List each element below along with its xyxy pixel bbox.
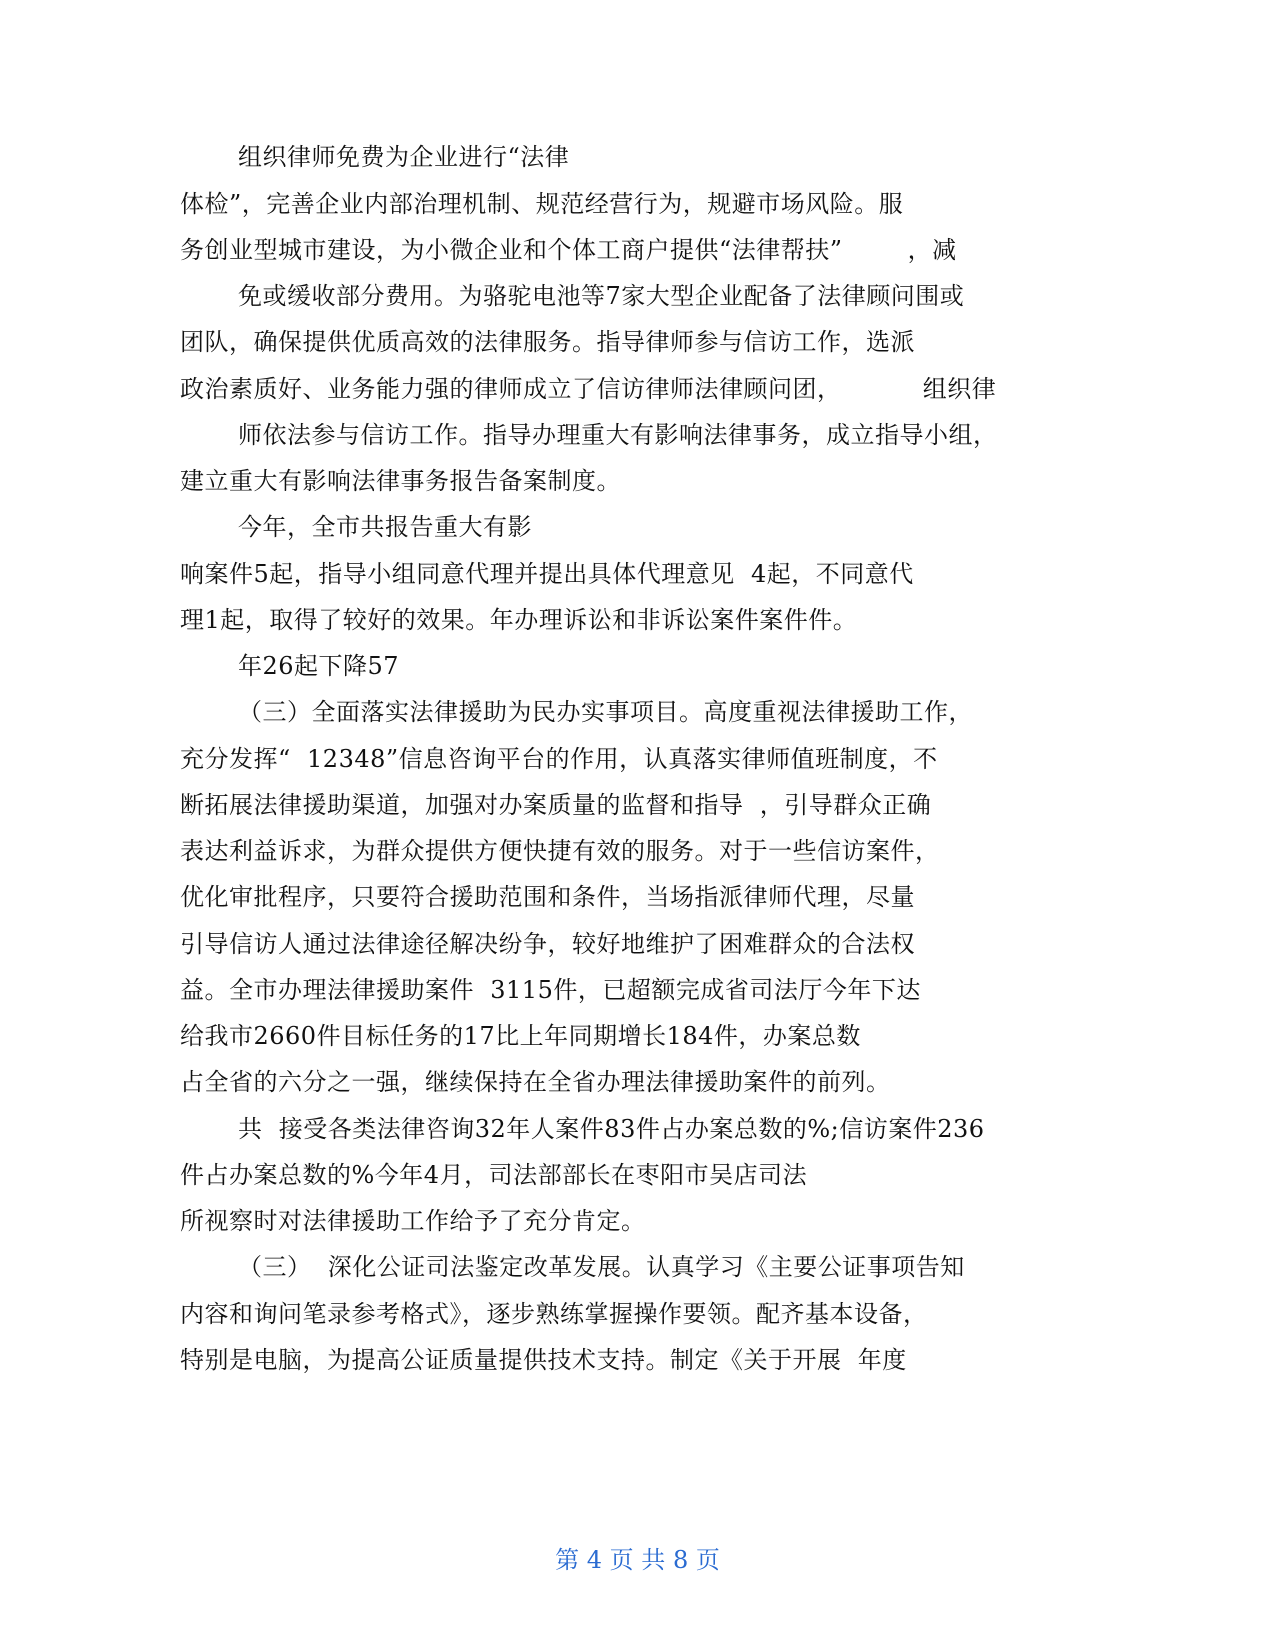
text-line: 所视察时对法律援助工作给予了充分肯定。 — [180, 1207, 646, 1235]
text-line: 师依法参与信访工作。指导办理重大有影响法律事务，成立指导小组， — [238, 421, 998, 449]
text-line: （三）全面落实法律援助为民办实事项目。高度重视法律援助工作， — [238, 698, 973, 726]
text-line: 今年，全市共报告重大有影 — [238, 513, 532, 541]
text-line: 内容和询问笔录参考格式》，逐步熟练掌握操作要领。配齐基本设备， — [180, 1300, 928, 1328]
text-line: （三） 深化公证司法鉴定改革发展。认真学习《主要公证事项告知 — [238, 1253, 965, 1281]
text-line: 响案件5起，指导小组同意代理并提出具体代理意见 4起，不同意代 — [180, 560, 914, 588]
text-line: 充分发挥“ 12348”信息咨询平台的作用，认真落实律师值班制度，不 — [180, 745, 938, 773]
text-line: 占全省的六分之一强，继续保持在全省办理法律援助案件的前列。 — [180, 1068, 891, 1096]
text-line: 益。全市办理法律援助案件 3115件，已超额完成省司法厅今年下达 — [180, 976, 921, 1004]
text-line: 件占办案总数的%今年4月，司法部部长在枣阳市吴店司法 — [180, 1161, 808, 1189]
text-line: 给我市2660件目标任务的17比上年同期增长184件，办案总数 — [180, 1022, 861, 1050]
text-line: 断拓展法律援助渠道，加强对办案质量的监督和指导 ，引导群众正确 — [180, 791, 932, 819]
text-line: 体检”，完善企业内部治理机制、规范经营行为，规避市场风险。服 — [180, 190, 904, 218]
text-line: 建立重大有影响法律事务报告备案制度。 — [180, 467, 621, 495]
text-line: 引导信访人通过法律途径解决纷争，较好地维护了困难群众的合法权 — [180, 930, 915, 958]
text-line: 免或缓收部分费用。为骆驼电池等7家大型企业配备了法律顾问围或 — [238, 282, 965, 310]
text-line: 理1起，取得了较好的效果。年办理诉讼和非诉讼案件案件件。 — [180, 606, 858, 634]
text-line: 政治素质好、业务能力强的律师成立了信访律师法律顾问团， 组织律 — [180, 375, 997, 403]
text-line: 团队，确保提供优质高效的法律服务。指导律师参与信访工作，选派 — [180, 328, 915, 356]
text-line: 表达利益诉求，为群众提供方便快捷有效的服务。对于一些信访案件， — [180, 837, 940, 865]
text-line: 组织律师免费为企业进行“法律 — [238, 143, 570, 171]
text-line: 优化审批程序，只要符合援助范围和条件，当场指派律师代理，尽量 — [180, 883, 915, 911]
text-line: 务创业型城市建设，为小微企业和个体工商户提供“法律帮扶” ，减 — [180, 236, 957, 264]
text-line: 特别是电脑，为提高公证质量提供技术支持。制定《关于开展 年度 — [180, 1346, 907, 1374]
text-line: 年26起下降57 — [238, 652, 400, 680]
page-number-footer: 第 4 页 共 8 页 — [555, 1546, 720, 1574]
text-line: 共 接受各类法律咨询32年人案件83件占办案总数的%;信访案件236 — [238, 1115, 985, 1143]
